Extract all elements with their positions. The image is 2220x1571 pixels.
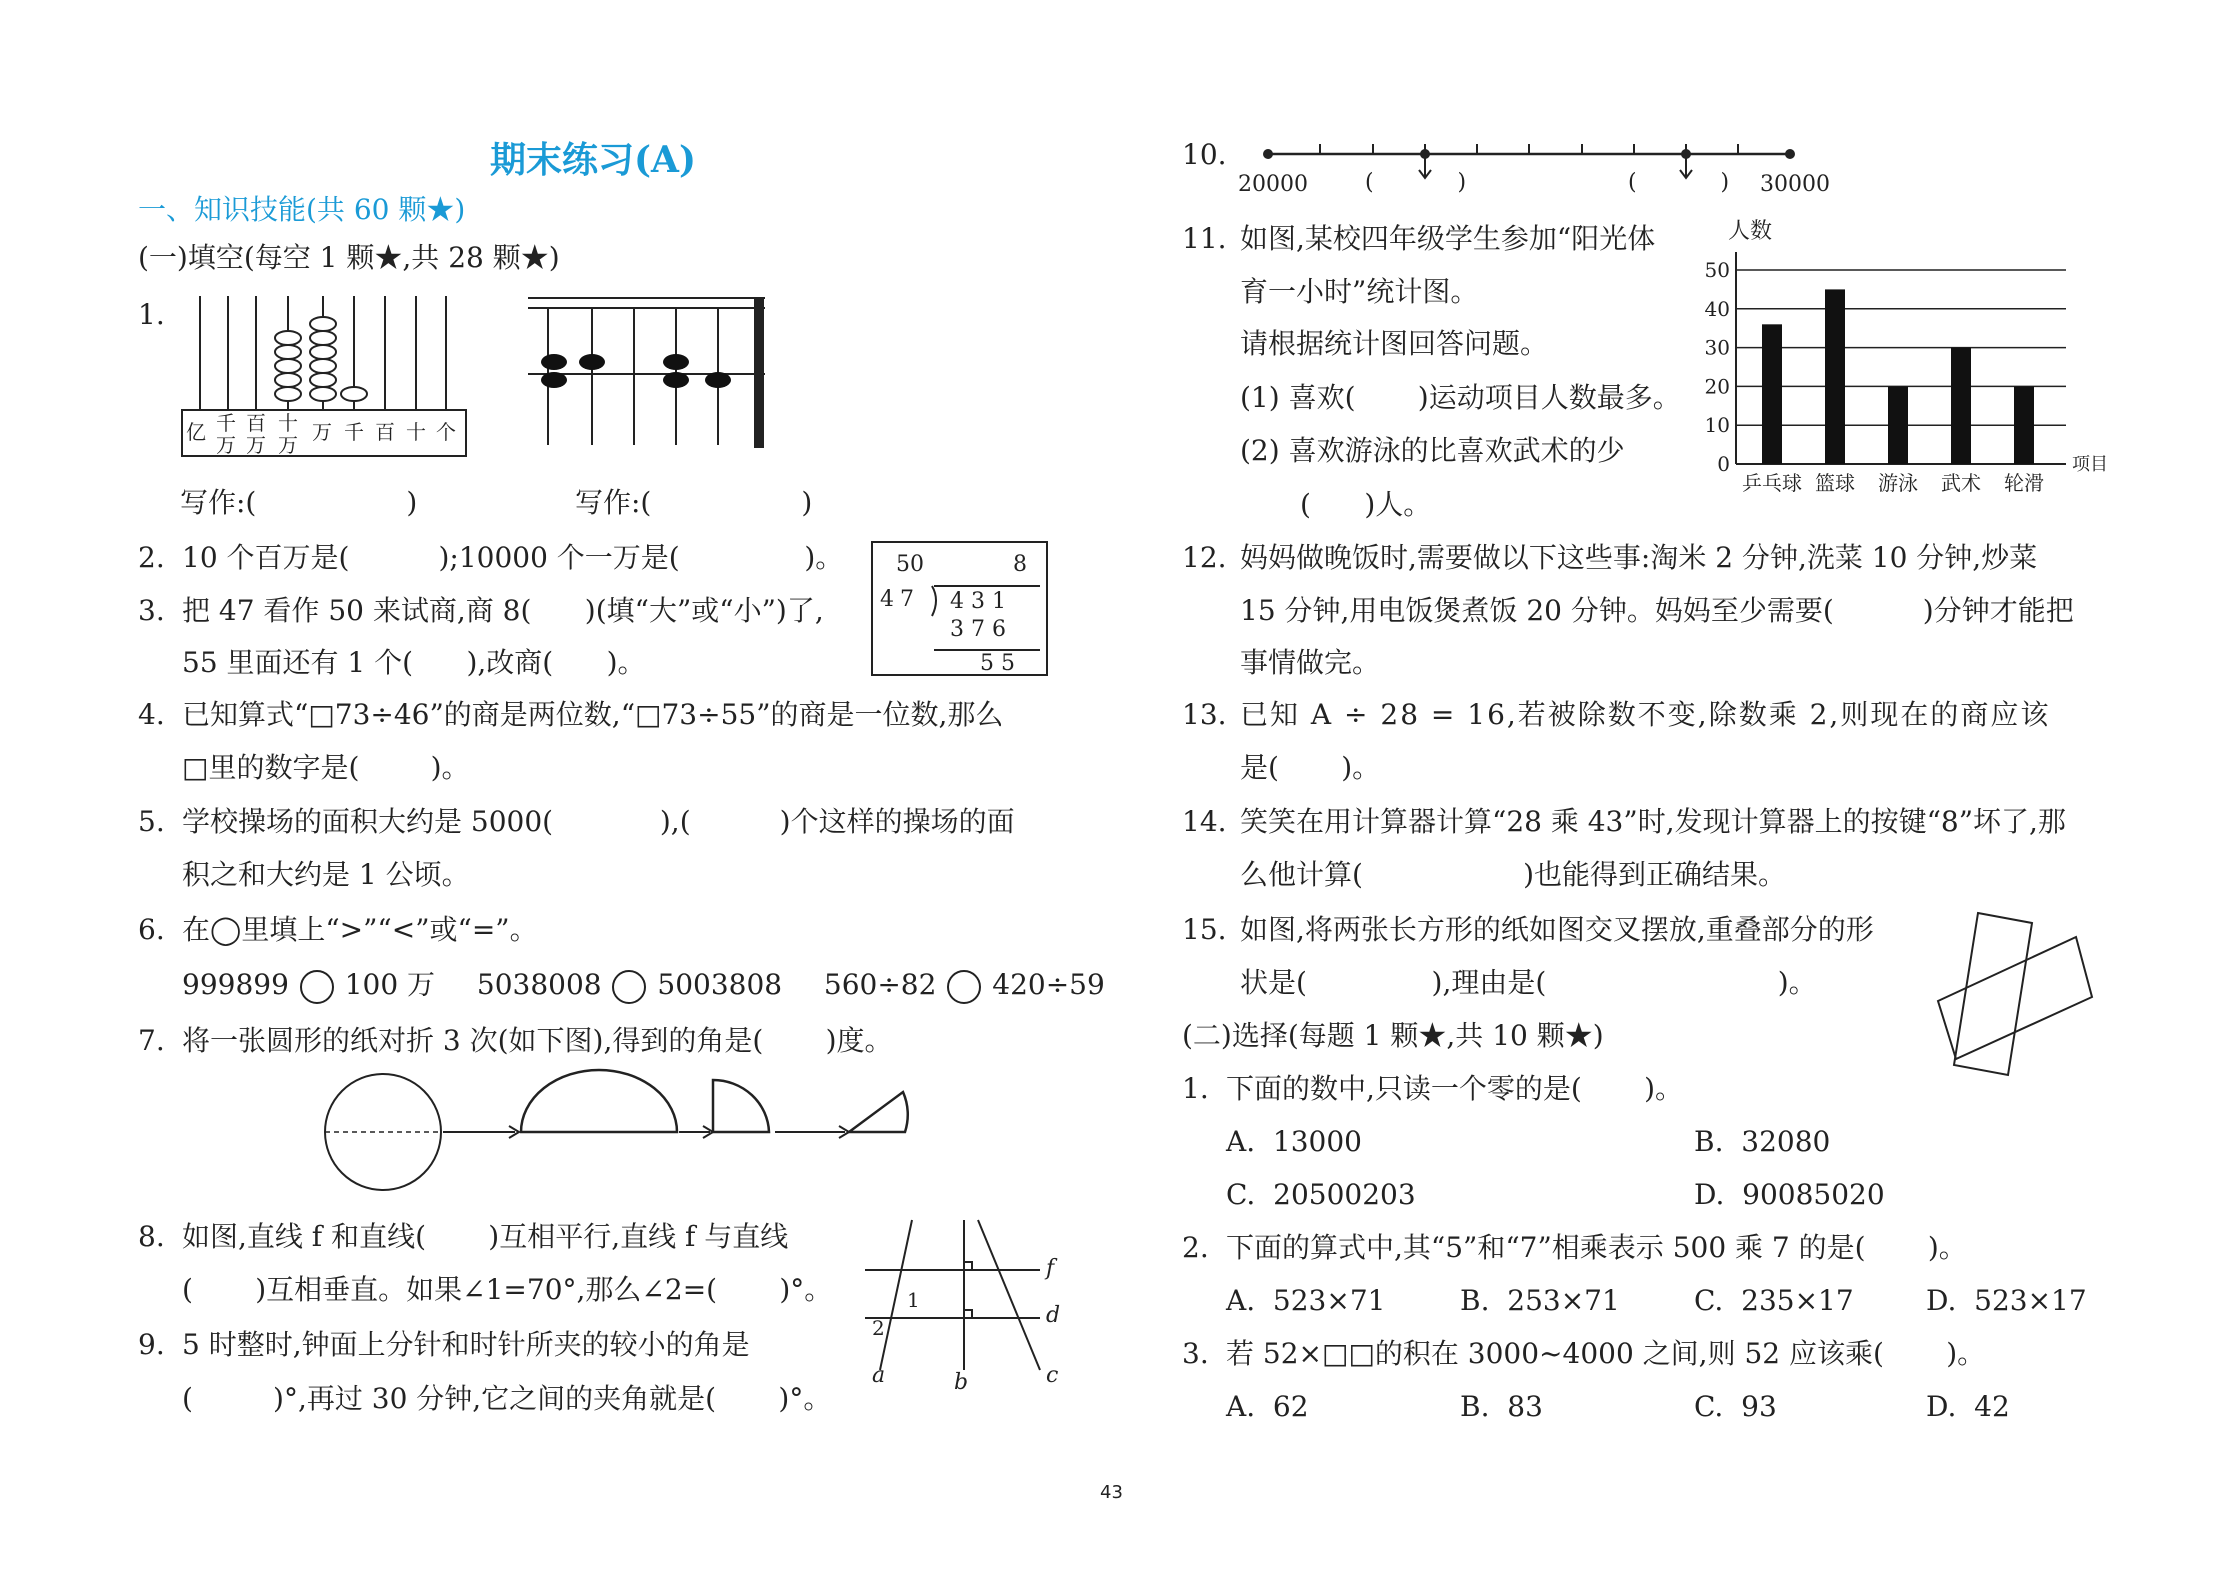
section-heading: 一、知识技能(共 60 颗★) — [138, 193, 466, 226]
y-tick-40: 40 — [1704, 296, 1730, 321]
number-line-blank-2[interactable]: ( ) — [1628, 170, 1730, 195]
label-shi: 十 — [406, 420, 426, 444]
c1-text: 下面的数中,只读一个零的是( )。 — [1226, 1072, 1684, 1105]
c3-option-c[interactable]: C. 93 — [1694, 1390, 1777, 1423]
page-title: 期末练习(A) — [490, 139, 696, 181]
angle-label-1: 1 — [907, 1288, 920, 1312]
compare-3-right: 420÷59 — [992, 968, 1105, 1001]
c2-option-c[interactable]: C. 235×17 — [1694, 1284, 1854, 1317]
x-axis-label: 项目 — [2072, 454, 2108, 475]
q13-line1: 已知 A ÷ 28 = 16,若被除数不变,除数乘 2,则现在的商应该 — [1240, 698, 2051, 731]
c1-option-b[interactable]: B. 32080 — [1694, 1125, 1831, 1158]
c2-option-b[interactable]: B. 253×71 — [1460, 1284, 1620, 1317]
q1-number: 1. — [138, 298, 165, 331]
q8-line1: 如图,直线 f 和直线( )互相平行,直线 f 与直线 — [182, 1220, 789, 1253]
compare-3-left: 560÷82 — [823, 968, 937, 1001]
q6-compare-row — [182, 968, 1105, 1004]
q5-line1: 学校操场的面积大约是 5000( ),( )个这样的操场的面 — [182, 805, 1015, 838]
x-tick-乒乓球: 乒乓球 — [1742, 471, 1802, 495]
label-d: d — [1046, 1303, 1061, 1328]
q8-number: 8. — [138, 1220, 165, 1253]
x-tick-武术: 武术 — [1941, 471, 1981, 495]
compare-circle-3[interactable] — [947, 970, 981, 1004]
y-tick-10: 10 — [1704, 413, 1730, 438]
q15-line2: 状是( ),理由是( )。 — [1240, 966, 1817, 999]
q14-line1: 笑笑在用计算器计算“28 乘 43”时,发现计算器上的按键“8”坏了,那 — [1240, 805, 2066, 838]
q4-number: 4. — [138, 698, 165, 731]
q3-line2: 55 里面还有 1 个( ),改商( )。 — [182, 646, 646, 679]
q4-line1: 已知算式“□73÷46”的商是两位数,“□73÷55”的商是一位数,那么 — [182, 698, 1004, 731]
q3-line1: 把 47 看作 50 来试商,商 8( )(填“大”或“小”)了, — [182, 594, 824, 627]
label-wan: 万 — [312, 420, 332, 444]
y-tick-50: 50 — [1704, 258, 1730, 282]
bar-游泳 — [1888, 386, 1908, 464]
q7-text: 将一张圆形的纸对折 3 次(如下图),得到的角是( )度。 — [182, 1024, 893, 1057]
write1-end: ) — [406, 486, 418, 519]
q12-line2: 15 分钟,用电饭煲煮饭 20 分钟。妈妈至少需要( )分钟才能把 — [1240, 594, 2074, 627]
division-dividend: 4 3 1 — [950, 589, 1006, 614]
label-shiwan: 十 万 — [278, 411, 298, 457]
q5-number: 5. — [138, 805, 165, 838]
q9-line1: 5 时整时,钟面上分针和时针所夹的较小的角是 — [182, 1328, 750, 1361]
bar-篮球 — [1825, 289, 1845, 464]
c1-option-a[interactable]: A. 13000 — [1226, 1125, 1362, 1158]
q8-line2: ( )互相垂直。如果∠1=70°,那么∠2=( )°。 — [182, 1273, 833, 1306]
q1-write2 — [575, 486, 812, 520]
abacus-chart-2 — [520, 290, 780, 460]
compare-1-right: 100 万 — [344, 968, 436, 1001]
part1-heading: (一)填空(每空 1 颗★,共 28 颗★) — [138, 241, 560, 274]
write2-end: ) — [801, 486, 813, 519]
c3-option-b[interactable]: B. 83 — [1460, 1390, 1543, 1423]
q11-line2: 育一小时”统计图。 — [1240, 275, 1479, 308]
q2-number: 2. — [138, 541, 165, 574]
c1-number: 1. — [1182, 1072, 1209, 1105]
sports-bar-chart — [1680, 218, 2108, 498]
label-yi: 亿 — [186, 420, 206, 444]
y-tick-0: 0 — [1717, 452, 1730, 476]
write2-label: 写作:( — [575, 486, 652, 519]
y-axis-label: 人数 — [1728, 219, 1773, 244]
q13-number: 13. — [1182, 698, 1227, 731]
q12-line3: 事情做完。 — [1240, 646, 1381, 679]
division-divisor: 47 — [880, 587, 920, 612]
q4-line2: □里的数字是( )。 — [182, 751, 470, 784]
q6-line1: 在◯里填上“>”“<”或“=”。 — [182, 913, 538, 946]
number-line-blank-1[interactable]: ( ) — [1365, 170, 1467, 195]
division-quotient: 8 — [1013, 552, 1027, 577]
q5-line2: 积之和大约是 1 公顷。 — [182, 858, 470, 891]
q2-text: 10 个百万是( );10000 个一万是( )。 — [182, 541, 844, 574]
compare-2-right: 5003808 — [657, 968, 783, 1001]
bar-武术 — [1951, 348, 1971, 464]
q6-number: 6. — [138, 913, 165, 946]
c3-text: 若 52×□□的积在 3000~4000 之间,则 52 应该乘( )。 — [1226, 1337, 1986, 1370]
q12-line1: 妈妈做晚饭时,需要做以下这些事:淘米 2 分钟,洗菜 10 分钟,炒菜 — [1240, 541, 2038, 574]
c2-text: 下面的算式中,其“5”和“7”相乘表示 500 乘 7 的是( )。 — [1226, 1231, 1967, 1264]
division-approx: 50 — [896, 552, 924, 577]
paper-folding-diagram — [325, 1070, 925, 1200]
compare-2-left: 5038008 — [476, 968, 602, 1001]
label-baiwan: 百 万 — [246, 411, 266, 457]
q11-number: 11. — [1182, 222, 1227, 255]
c1-option-c[interactable]: C. 20500203 — [1226, 1178, 1416, 1211]
label-qian: 千 — [344, 420, 364, 444]
page-number: 43 — [1100, 1482, 1123, 1503]
q14-number: 14. — [1182, 805, 1227, 838]
q3-number: 3. — [138, 594, 165, 627]
c2-option-d[interactable]: D. 523×17 — [1926, 1284, 2087, 1317]
label-b: b — [954, 1370, 969, 1395]
q15-number: 15. — [1182, 913, 1227, 946]
x-tick-篮球: 篮球 — [1815, 471, 1855, 495]
c1-option-d[interactable]: D. 90085020 — [1694, 1178, 1885, 1211]
q15-line1: 如图,将两张长方形的纸如图交叉摆放,重叠部分的形 — [1240, 913, 1874, 946]
number-line-end: 30000 — [1760, 172, 1830, 197]
q1-write1 — [180, 486, 417, 520]
division-product: 3 7 6 — [950, 617, 1006, 642]
c3-option-a[interactable]: A. 62 — [1226, 1390, 1309, 1423]
y-tick-30: 30 — [1704, 335, 1730, 360]
q13-line2: 是( )。 — [1240, 751, 1381, 784]
bar-轮滑 — [2014, 386, 2034, 464]
division-remainder: 5 5 — [980, 651, 1015, 676]
q10-number: 10. — [1182, 138, 1227, 171]
q11-sub2b: ( )人。 — [1300, 488, 1432, 521]
q11-line1: 如图,某校四年级学生参加“阳光体 — [1240, 222, 1656, 255]
compare-circle-2[interactable] — [612, 970, 646, 1004]
abacus2-beads — [541, 354, 731, 388]
angle-label-2: 2 — [872, 1316, 885, 1340]
label-qianwan: 千 万 — [216, 411, 236, 457]
label-bai: 百 — [375, 420, 395, 444]
compare-circle-1[interactable] — [300, 970, 334, 1004]
x-tick-游泳: 游泳 — [1878, 471, 1918, 495]
q9-line2: ( )°,再过 30 分钟,它之间的夹角就是( )°。 — [182, 1382, 832, 1415]
parallel-lines-diagram — [860, 1210, 1060, 1390]
label-ge: 个 — [436, 420, 456, 444]
c3-number: 3. — [1182, 1337, 1209, 1370]
c2-number: 2. — [1182, 1231, 1209, 1264]
label-c: c — [1046, 1363, 1059, 1388]
q9-number: 9. — [138, 1328, 165, 1361]
q12-number: 12. — [1182, 541, 1227, 574]
c3-option-d[interactable]: D. 42 — [1926, 1390, 2010, 1423]
q11-line3: 请根据统计图回答问题。 — [1240, 327, 1549, 360]
part2-heading: (二)选择(每题 1 颗★,共 10 颗★) — [1182, 1019, 1604, 1052]
q11-sub1: (1) 喜欢( )运动项目人数最多。 — [1240, 381, 1681, 414]
q11-sub2: (2) 喜欢游泳的比喜欢武术的少 — [1240, 434, 1625, 467]
compare-1-left: 999899 — [182, 968, 289, 1001]
q7-number: 7. — [138, 1024, 165, 1057]
crossed-rectangles-diagram — [1920, 905, 2100, 1085]
number-line-start: 20000 — [1238, 172, 1308, 197]
bar-乒乓球 — [1762, 324, 1782, 464]
q14-line2: 么他计算( )也能得到正确结果。 — [1240, 858, 1787, 891]
c2-option-a[interactable]: A. 523×71 — [1226, 1284, 1386, 1317]
x-tick-轮滑: 轮滑 — [2004, 471, 2044, 495]
write1-label: 写作:( — [180, 486, 257, 519]
label-a: a — [872, 1363, 886, 1388]
label-f: f — [1046, 1256, 1055, 1281]
y-tick-20: 20 — [1704, 374, 1730, 399]
